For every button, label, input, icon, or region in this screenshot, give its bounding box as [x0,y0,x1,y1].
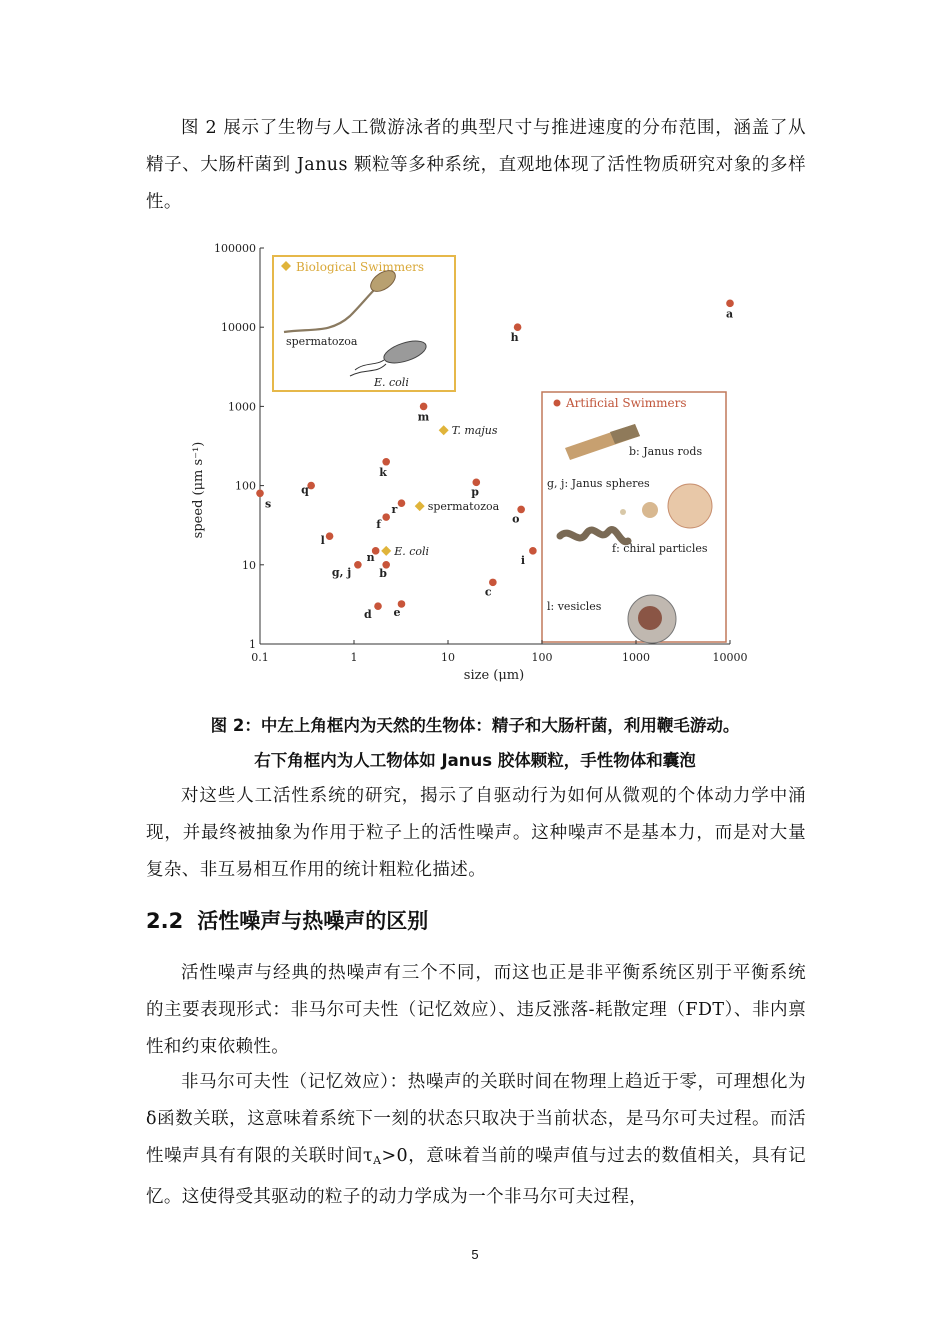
artificial-point-d [374,602,382,610]
point-label: o [512,512,520,526]
artificial-point-r [398,499,406,507]
point-label: k [379,465,387,479]
x-tick-label: 1 [350,651,358,664]
non-markovian-paragraph [146,1064,806,1216]
x-axis-label: size (μm) [463,668,525,683]
point-label: g, j [331,565,352,579]
y-tick-label: 10000 [221,321,256,335]
artificial-point-gj [354,561,362,569]
point-label: f [376,518,381,532]
point-label: m [417,410,430,424]
artificial-point-s [256,489,264,497]
point-label: n [366,550,375,564]
spermatozoa-illustration [284,266,399,332]
y-axis-label: speed (μm s⁻¹) [191,441,206,539]
non-markovian-text-b: >0，意味着当前的噪声值与过去的数值相关，具有记忆。这使得受其驱动的粒子的动力学成为一个非马尔可夫过程， [146,1146,806,1207]
point-label: s [265,497,272,511]
biological-legend-diamond [281,261,291,271]
tau-subscript: A [373,1154,382,1167]
y-tick-label: 10 [242,558,256,572]
biological-point [439,425,449,435]
intro-paragraph: 图 2 展示了生物与人工微游泳者的典型尺寸与推进速度的分布范围，涵盖了从精子、大肠杆菌到 Janus 颗粒等多种系统，直观地体现了活性物质研究对象的多样性。 [146,118,806,212]
spermatozoa-inset-label: spermatozoa [286,335,358,348]
artificial-point-l [326,532,334,540]
biological-inset-box [273,256,455,391]
active-systems-paragraph: 对这些人工活性系统的研究，揭示了自驱动行为如何从微观的个体动力学中涌现，并最终被抽象为作用于粒子上的活性噪声。这种噪声不是基本力，而是对大量复杂、非互易相互作用的统计粗粒化描述。 [146,786,806,880]
biological-point [381,546,391,556]
vesicles-inset-label: l: vesicles [547,600,602,613]
point-label: i [520,553,526,567]
non-markovian-text-a: 非马尔可夫性（记忆效应）：热噪声的关联时间在物理上趋近于零，可理想化为δ函数关联，这意味着系统下一刻的状态只取决于当前状态，是马尔可夫过程。而活性噪声具有有限的关联时间τ [146,1072,806,1166]
janus-rods-inset-label: b: Janus rods [629,445,703,458]
artificial-point-h [514,323,522,331]
point-label: c [484,585,492,599]
figure-caption-line1: 图 2：中左上角框内为天然的生物体：精子和大肠杆菌，利用鞭毛游动。 [210,716,740,735]
y-tick-label: 1000 [228,400,256,414]
point-label: l [320,534,325,548]
artificial-point-i [529,547,537,555]
x-tick-label: 10 [441,651,455,664]
section-heading [146,905,428,935]
figure-caption-line2: 右下角框内为人工物体如 Janus 胶体颗粒，手性物体和囊泡 [254,751,696,770]
ecoli-illustration [350,337,429,376]
artificial-point-a [726,300,734,308]
point-label: e [393,605,401,619]
x-tick-label: 0.1 [251,651,269,664]
point-label: b [379,566,387,580]
ecoli-inset-label: E. coli [374,376,409,389]
chiral-particle-illustration [560,530,628,542]
point-label: p [471,485,479,499]
biological-legend-label: Biological Swimmers [296,260,425,274]
x-tick-label: 1000 [622,651,650,664]
point-label: a [726,307,734,321]
x-tick-label: 100 [531,651,553,664]
point-label: d [363,608,372,622]
section-title: 活性噪声与热噪声的区别 [197,909,429,933]
vesicle-illustration [628,595,676,643]
point-label: h [510,331,519,345]
artificial-legend-marker [554,400,561,407]
biological-point [415,501,425,511]
biological-point-label: T. majus [451,424,498,438]
artificial-legend-label: Artificial Swimmers [566,396,687,410]
biological-point-label: spermatozoa [427,500,500,514]
biological-point-label: E. coli [394,544,430,558]
chiral-particles-inset-label: f: chiral particles [612,542,708,555]
point-label: r [391,503,398,517]
artificial-point-m [420,403,428,411]
noise-differences-paragraph: 活性噪声与经典的热噪声有三个不同，而这也正是非平衡系统区别于平衡系统的主要表现形式：非马尔可夫性（记忆效应）、违反涨落-耗散定理（FDT）、非内禀性和约束依赖性。 [146,963,806,1057]
y-tick-label: 1 [249,638,256,651]
y-tick-label: 100000 [214,242,256,255]
point-label: q [301,483,309,497]
janus-spheres-illustration [620,484,712,528]
janus-spheres-inset-label: g, j: Janus spheres [547,477,650,490]
section-number: 2.2 [146,909,184,933]
y-tick-label: 100 [235,479,256,493]
page-number: 5 [471,1247,479,1262]
artificial-point-k [382,458,390,466]
speed-size-chart [180,236,760,688]
x-tick-label: 10000 [712,651,748,664]
artificial-point-f [382,513,390,521]
